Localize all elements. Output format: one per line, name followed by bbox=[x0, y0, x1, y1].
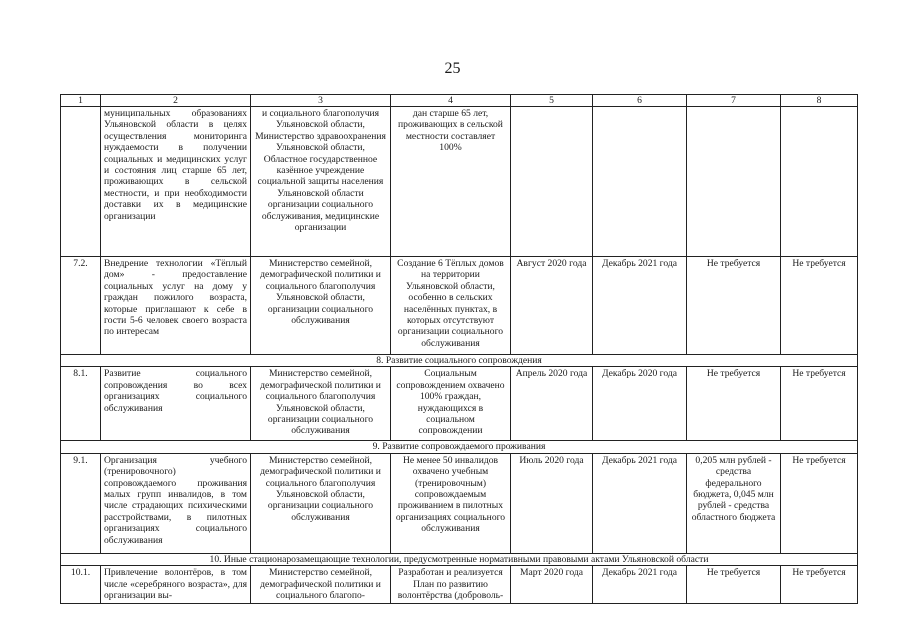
section-heading: 8. Развитие социального сопровождения bbox=[61, 355, 858, 367]
section-heading: 10. Иные стационарозамещающие технологии, предусмотренные нормативными правовыми актами Ульяновской области bbox=[61, 553, 858, 565]
responsible-executors: Министерство семейной, демографической политики и социального благополучия Ульяновской области, организации социального обслуживания bbox=[251, 453, 391, 553]
column-number: 7 bbox=[687, 95, 781, 107]
responsible-executors: Министерство семейной, демографической политики и социального благополучия Ульяновской области, организации социального обслуживания bbox=[251, 257, 391, 355]
funding-source: 0,205 млн рублей - средства федерального бюджета, 0,045 млн рублей - средства областного бюджета bbox=[687, 453, 781, 553]
expected-result: Создание 6 Тёплых домов на территории Ульяновской области, особенно в сельских населённых пунктах, в которых отсутствуют организации социального обслуживания bbox=[391, 257, 511, 355]
funding-source: Не требуется bbox=[687, 566, 781, 604]
funding-source bbox=[687, 107, 781, 257]
item-number bbox=[61, 107, 101, 257]
event-description: Привлечение волонтёров, в том числе «серебряного возраста», для организации вы- bbox=[101, 566, 251, 604]
funding-note: Не требуется bbox=[781, 453, 858, 553]
section-heading-row bbox=[61, 355, 858, 367]
end-date bbox=[593, 107, 687, 257]
section-heading-row bbox=[61, 553, 858, 565]
expected-result: Социальным сопровождением охвачено 100% граждан, нуждающихся в социальном сопровождении bbox=[391, 367, 511, 441]
start-date bbox=[511, 107, 593, 257]
event-description: муниципальных образованиях Ульяновской области в целях осуществления мониторинга нуждаемости в получении социальных и медицинских услуг и состояния лиц старше 65 лет, проживающих в сельской местности, и при необходимости доставки их в медицинские организации bbox=[101, 107, 251, 257]
end-date: Декабрь 2020 года bbox=[593, 367, 687, 441]
start-date: Апрель 2020 года bbox=[511, 367, 593, 441]
column-number: 4 bbox=[391, 95, 511, 107]
item-number: 7.2. bbox=[61, 257, 101, 355]
funding-note bbox=[781, 107, 858, 257]
column-number: 5 bbox=[511, 95, 593, 107]
end-date: Декабрь 2021 года bbox=[593, 257, 687, 355]
start-date: Март 2020 года bbox=[511, 566, 593, 604]
expected-result: Разработан и реализуется План по развитию волонтёрства (доброволь- bbox=[391, 566, 511, 604]
item-number: 9.1. bbox=[61, 453, 101, 553]
end-date: Декабрь 2021 года bbox=[593, 566, 687, 604]
event-description: Организация учебного (тренировочного) сопровождаемого проживания малых групп инвалидов, в том числе страдающих психическими расстройствами, в пилотных организациях социального обслуживания bbox=[101, 453, 251, 553]
funding-source: Не требуется bbox=[687, 257, 781, 355]
start-date: Июль 2020 года bbox=[511, 453, 593, 553]
event-description: Развитие социального сопровождения во всех организациях социального обслуживания bbox=[101, 367, 251, 441]
section-heading: 9. Развитие сопровождаемого проживания bbox=[61, 441, 858, 453]
item-number: 10.1. bbox=[61, 566, 101, 604]
event-description: Внедрение технологии «Тёплый дом» - предоставление социальных услуг на дому у граждан пожилого возраста, которые приглашают к себе в гости 5-6 человек своего возраста по интересам bbox=[101, 257, 251, 355]
action-plan-table bbox=[60, 94, 858, 604]
column-number: 2 bbox=[101, 95, 251, 107]
responsible-executors: и социального благополучия Ульяновской области, Министерство здравоохранения Ульяновской области, Областное государственное казённое учреждение социальной защиты населения Ульяновской области организации социального обслуживания, медицинские организации bbox=[251, 107, 391, 257]
end-date: Декабрь 2021 года bbox=[593, 453, 687, 553]
table-row bbox=[61, 257, 858, 355]
funding-note: Не требуется bbox=[781, 367, 858, 441]
column-number: 3 bbox=[251, 95, 391, 107]
item-number: 8.1. bbox=[61, 367, 101, 441]
section-heading-row bbox=[61, 441, 858, 453]
expected-result: дан старше 65 лет, проживающих в сельской местности составляет 100% bbox=[391, 107, 511, 257]
column-number-row bbox=[61, 95, 858, 107]
table-row bbox=[61, 107, 858, 257]
funding-note: Не требуется bbox=[781, 566, 858, 604]
column-number: 8 bbox=[781, 95, 858, 107]
funding-note: Не требуется bbox=[781, 257, 858, 355]
table-row bbox=[61, 367, 858, 441]
column-number: 1 bbox=[61, 95, 101, 107]
responsible-executors: Министерство семейной, демографической политики и социального благопо- bbox=[251, 566, 391, 604]
responsible-executors: Министерство семейной, демографической политики и социального благополучия Ульяновской области, организации социального обслуживания bbox=[251, 367, 391, 441]
page-number: 25 bbox=[444, 60, 461, 77]
start-date: Август 2020 года bbox=[511, 257, 593, 355]
expected-result: Не менее 50 инвалидов охвачено учебным (тренировочным) сопровождаемым проживанием в пилотных организациях социального обслуживания bbox=[391, 453, 511, 553]
table-row bbox=[61, 453, 858, 553]
column-number: 6 bbox=[593, 95, 687, 107]
table-row bbox=[61, 566, 858, 604]
funding-source: Не требуется bbox=[687, 367, 781, 441]
